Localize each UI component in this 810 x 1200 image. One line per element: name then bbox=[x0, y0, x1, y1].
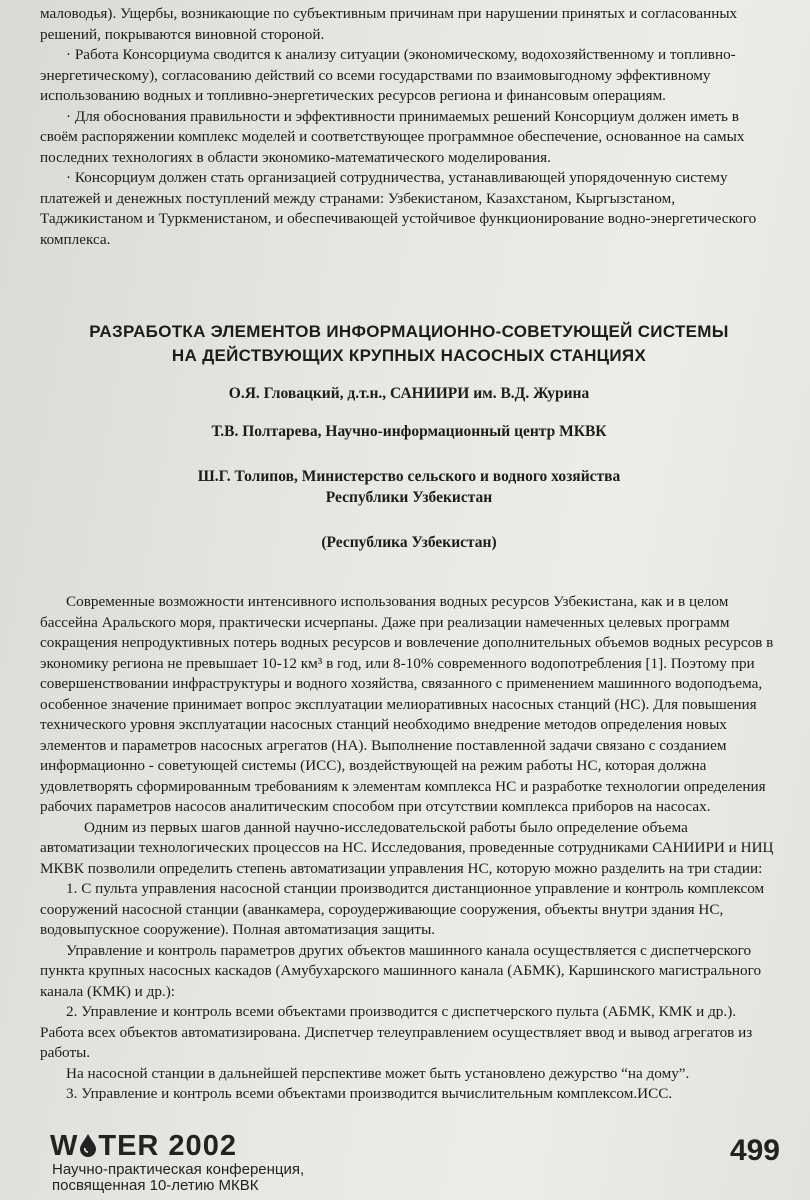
conference-caption bbox=[52, 1162, 304, 1194]
body-paragraph: Управление и контроль параметров других объектов машинного канала осуществляется с диспетчерского пункта крупных насосных каскадов (Амубухарского машинного канала (АБМК), Каршинского магистрального канала (КМК) и др.): bbox=[40, 941, 762, 1000]
conference-line-2: посвященная 10-летию МКВК bbox=[52, 1177, 259, 1194]
logo-text: TER 2002 bbox=[98, 1130, 237, 1162]
author-3-line-2: Республики Узбекистан bbox=[325, 489, 493, 506]
bullet-paragraph: · Для обоснования правильности и эффективности принимаемых решений Консорциум должен иметь в своём распоряжении комплекс моделей и соответствующее программное обеспечение, основанное на самых последних технологиях в области экономико-математического моделирования. bbox=[40, 107, 745, 166]
logo-letter-w: W bbox=[50, 1130, 79, 1162]
paragraph-continuation: маловодья). Ущербы, возникающие по субъективным причинам при нарушении принятых и согласованных решений, покрываются виновной стороной. bbox=[40, 5, 738, 43]
body-paragraph: Современные возможности интенсивного использования водных ресурсов Узбекистана, как и в целом бассейна Аральского моря, практически исчерпаны. Даже при реализации намеченных целевых программ сокращения непродуктивных потерь водных ресурсов и вовлечение дополнительных объемов водных ресурсов в экономику региона не превышает 10-12 км³ в год, или 8-10% современного водопотребления [1]. Поэтому при совершенствовании инфраструктуры и водного хозяйства, связанного с применением машинного водоподъема, особенное значение принимает вопрос эксплуатации мелиоративных насосных станций (НС). Для повышения технического уровня эксплуатации насосных станций необходимо внедрение методов определения новых элементов и параметров насосных агрегатов (НА). Выполнение поставленной задачи связано с созданием информационно - советующей системы (ИСС), воздействующей на режим работы НС, которая должна удовлетворять сформированным требованиям к элементам комплекса НС и разработке технологии определения рабочих параметров насосов аналитическим способом при отсутствии комплекса приборов на насосах. bbox=[40, 593, 774, 815]
article-title bbox=[40, 320, 778, 368]
author-2: Т.В. Полтарева, Научно-информационный центр МКВК bbox=[211, 423, 607, 440]
page-footer bbox=[0, 1128, 810, 1200]
water-drop-icon bbox=[78, 1133, 98, 1157]
conference-line-1: Научно-практическая конференция, bbox=[52, 1161, 305, 1178]
top-section bbox=[40, 4, 778, 250]
water-2002-logo bbox=[50, 1130, 237, 1163]
bullet-paragraph: · Работа Консорциума сводится к анализу ситуации (экономическому, водохозяйственному и топливно-энергетическому), согласованию действий со всеми государствами по взаимовыгодному эффективному использованию водных и топливно-энергетических ресурсов региона и финансовым операциям. bbox=[40, 46, 736, 104]
body-paragraph: Одним из первых шагов данной научно-исследовательской работы было определение объема автоматизации технологических процессов на НС. Исследования, проведенные сотрудниками САНИИРИ и НИЦ МКВК позволили определить степень автоматизации управления НС, которую можно разделить на три стадии: bbox=[40, 818, 774, 877]
list-item: 3. Управление и контроль всеми объектами производится вычислительным комплексом.ИСС. bbox=[66, 1085, 673, 1102]
page-number: 499 bbox=[729, 1134, 780, 1167]
author-1: О.Я. Гловацкий, д.т.н., САНИИРИ им. В.Д. Журина bbox=[228, 385, 590, 402]
article-body bbox=[40, 592, 778, 1105]
title-line-2: НА ДЕЙСТВУЮЩИХ КРУПНЫХ НАСОСНЫХ СТАНЦИЯХ bbox=[171, 346, 647, 365]
body-paragraph: На насосной станции в дальнейшей перспективе может быть установлено дежурство “на дому”. bbox=[66, 1064, 690, 1082]
author-3-line-1: Ш.Г. Толипов, Министерство сельского и водного хозяйства bbox=[197, 468, 621, 485]
bullet-paragraph: · Консорциум должен стать организацией сотрудничества, устанавливающей упорядоченную систему платежей и денежных поступлений между странами: Узбекистаном, Казахстаном, Кыргызстаном, Таджикистаном и Туркменистаном, и обеспечивающей устойчивое функционирование водно-энергетического комплекса. bbox=[40, 169, 757, 248]
author-block bbox=[40, 383, 778, 553]
list-item: 1. С пульта управления насосной станции производится дистанционное управление и контроль комплексом сооружений насосной станции (аванкамера, сороудерживающие сооружения, объекты внутри здания НС, водовыпускное сооружение). Полная автоматизация защиты. bbox=[40, 880, 765, 938]
list-item: 2. Управление и контроль всеми объектами производится с диспетчерского пульта (АБМК, КМК и др.). Работа всех объектов автоматизирована. Диспетчер телеуправлением осуществляет ввод и вывод агрегатов из работы. bbox=[40, 1003, 753, 1061]
country-label: (Республика Узбекистан) bbox=[321, 534, 497, 551]
title-line-1: РАЗРАБОТКА ЭЛЕМЕНТОВ ИНФОРМАЦИОННО-СОВЕТУЮЩЕЙ СИСТЕМЫ bbox=[89, 322, 729, 341]
